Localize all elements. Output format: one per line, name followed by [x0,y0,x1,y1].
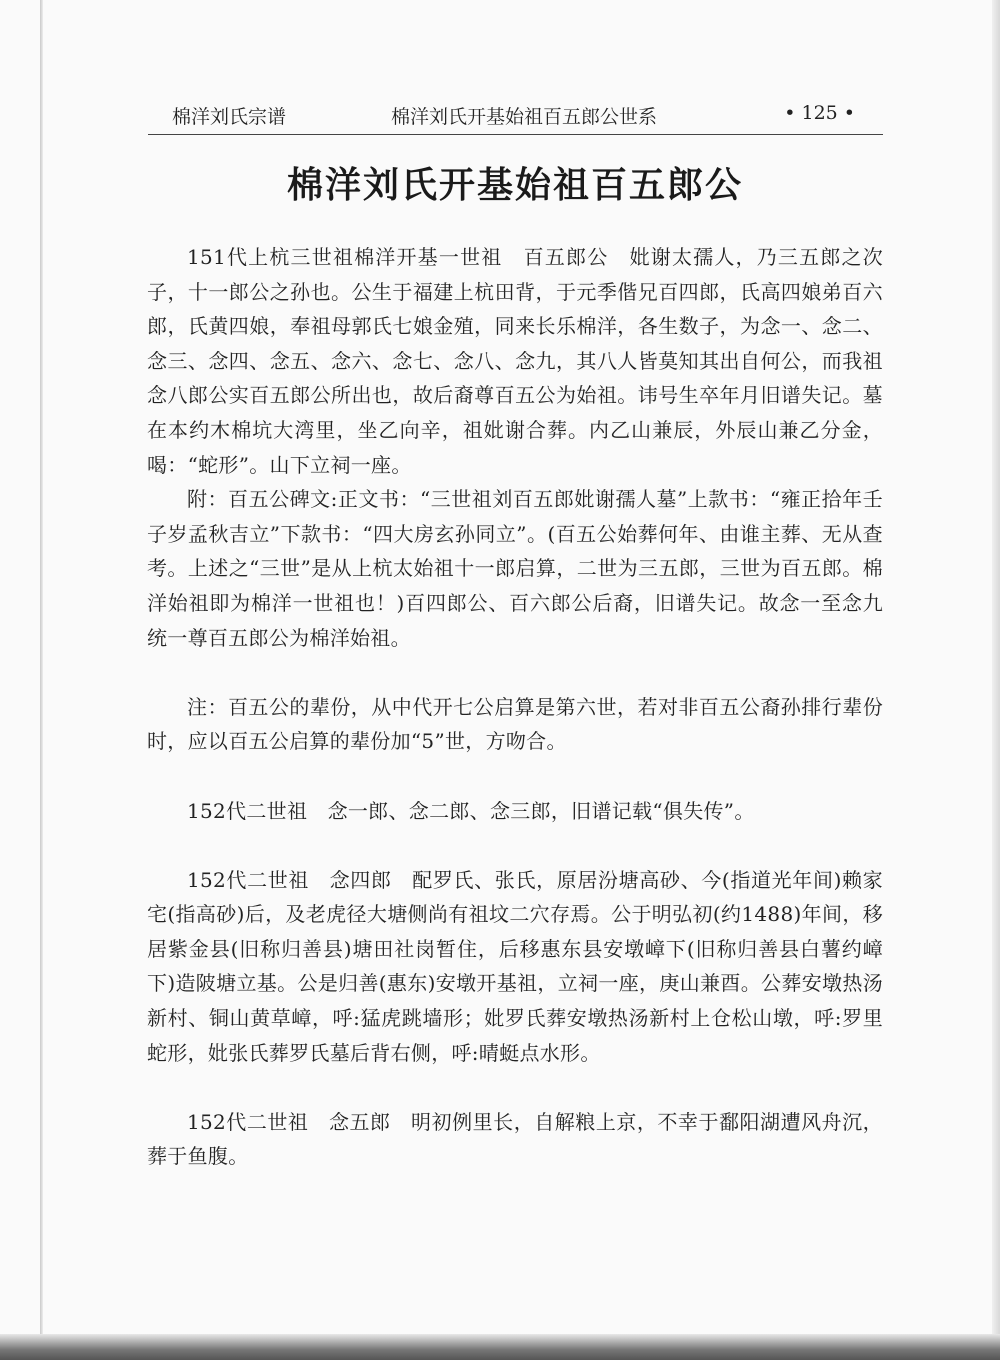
header-chapter-title: 棉洋刘氏开基始祖百五郎公世系 [391,106,658,128]
paragraph-gap [147,655,883,690]
paragraph-gen2-nian5: 152代二世祖 念五郎 明初例里长，自解粮上京，不幸于鄱阳湖遭风舟沉，葬于鱼腹。 [147,1109,883,1169]
running-header [148,98,883,135]
paragraph-gap [147,1070,883,1105]
header-book-title: 棉洋刘氏宗谱 [172,106,287,128]
paragraph-gen2-nian1-3: 152代二世祖 念一郎、念二郎、念三郎，旧谱记载“俱失传”。 [187,798,755,823]
body-text [147,240,883,1174]
paragraph-gap [147,828,883,863]
paragraph-gen2-nian4: 152代二世祖 念四郎 配罗氏、张氏，原居汾塘高砂、今(指道光年间)赖家宅(指高砂)后，及老虎径大塘侧尚有祖坟二穴存焉。公于明弘初(约1488)年间，移居紫金县(旧称归善县)塘田社岗暂住，后移惠东县安墩嶂下(旧称归善县白薯约嶂下)造陂塘立基。公是归善(惠东)安墩开基祖，立祠一座，庚山兼酉。公葬安墩热汤新村、铜山黄草嶂，呼:猛虎跳墙形；妣罗氏葬安墩热汤新村上仓松山墩，呼:罗里蛇形，妣张氏葬罗氏墓后背右侧，呼:晴蜓点水形。 [147,867,883,1065]
paragraph-inscription: 附：百五公碑文:正文书：“三世祖刘百五郎妣谢孺人墓”上款书：“雍正拾年壬子岁孟秋吉立”下款书：“四大房玄孙同立”。(百五公始葬何年、由谁主葬、无从查考。上述之“三世”是从上杭太始祖十一郎启算，二世为三五郎，三世为百五郎。棉洋始祖即为棉洋一世祖也！)百四郎公、百六郎公后裔，旧谱失记。故念一至念九统一尊百五郎公为棉洋始祖。 [147,487,883,650]
paragraph-founder: 151代上杭三世祖棉洋开基一世祖 百五郎公 妣谢太孺人，乃三五郎之次子，十一郎公之孙也。公生于福建上杭田背，于元季偕兄百四郎，氏高四娘弟百六郎，氏黄四娘，奉祖母郭氏七娘金殖，同来长乐棉洋，各生数子，为念一、念二、念三、念四、念五、念六、念七、念八、念九，其八人皆莫知其出自何公，而我祖念八郎公实百五郎公所出也，故后裔尊百五公为始祖。讳号生卒年月旧谱失记。墓在本约木棉坑大湾里，坐乙向辛，祖妣谢合葬。内乙山兼辰，外辰山兼乙分金，喝：“蛇形”。山下立祠一座。 [147,245,883,477]
page-title: 棉洋刘氏开基始祖百五郎公 [286,165,743,206]
scan-edge-bottom [0,1334,1000,1360]
paragraph-note: 注：百五公的辈份，从中代开七公启算是第六世，若对非百五公裔孙排行辈份时，应以百五公启算的辈份加“5”世，方吻合。 [147,694,883,754]
paragraph-gap [147,759,883,794]
page-number: • 125 • [784,102,855,124]
